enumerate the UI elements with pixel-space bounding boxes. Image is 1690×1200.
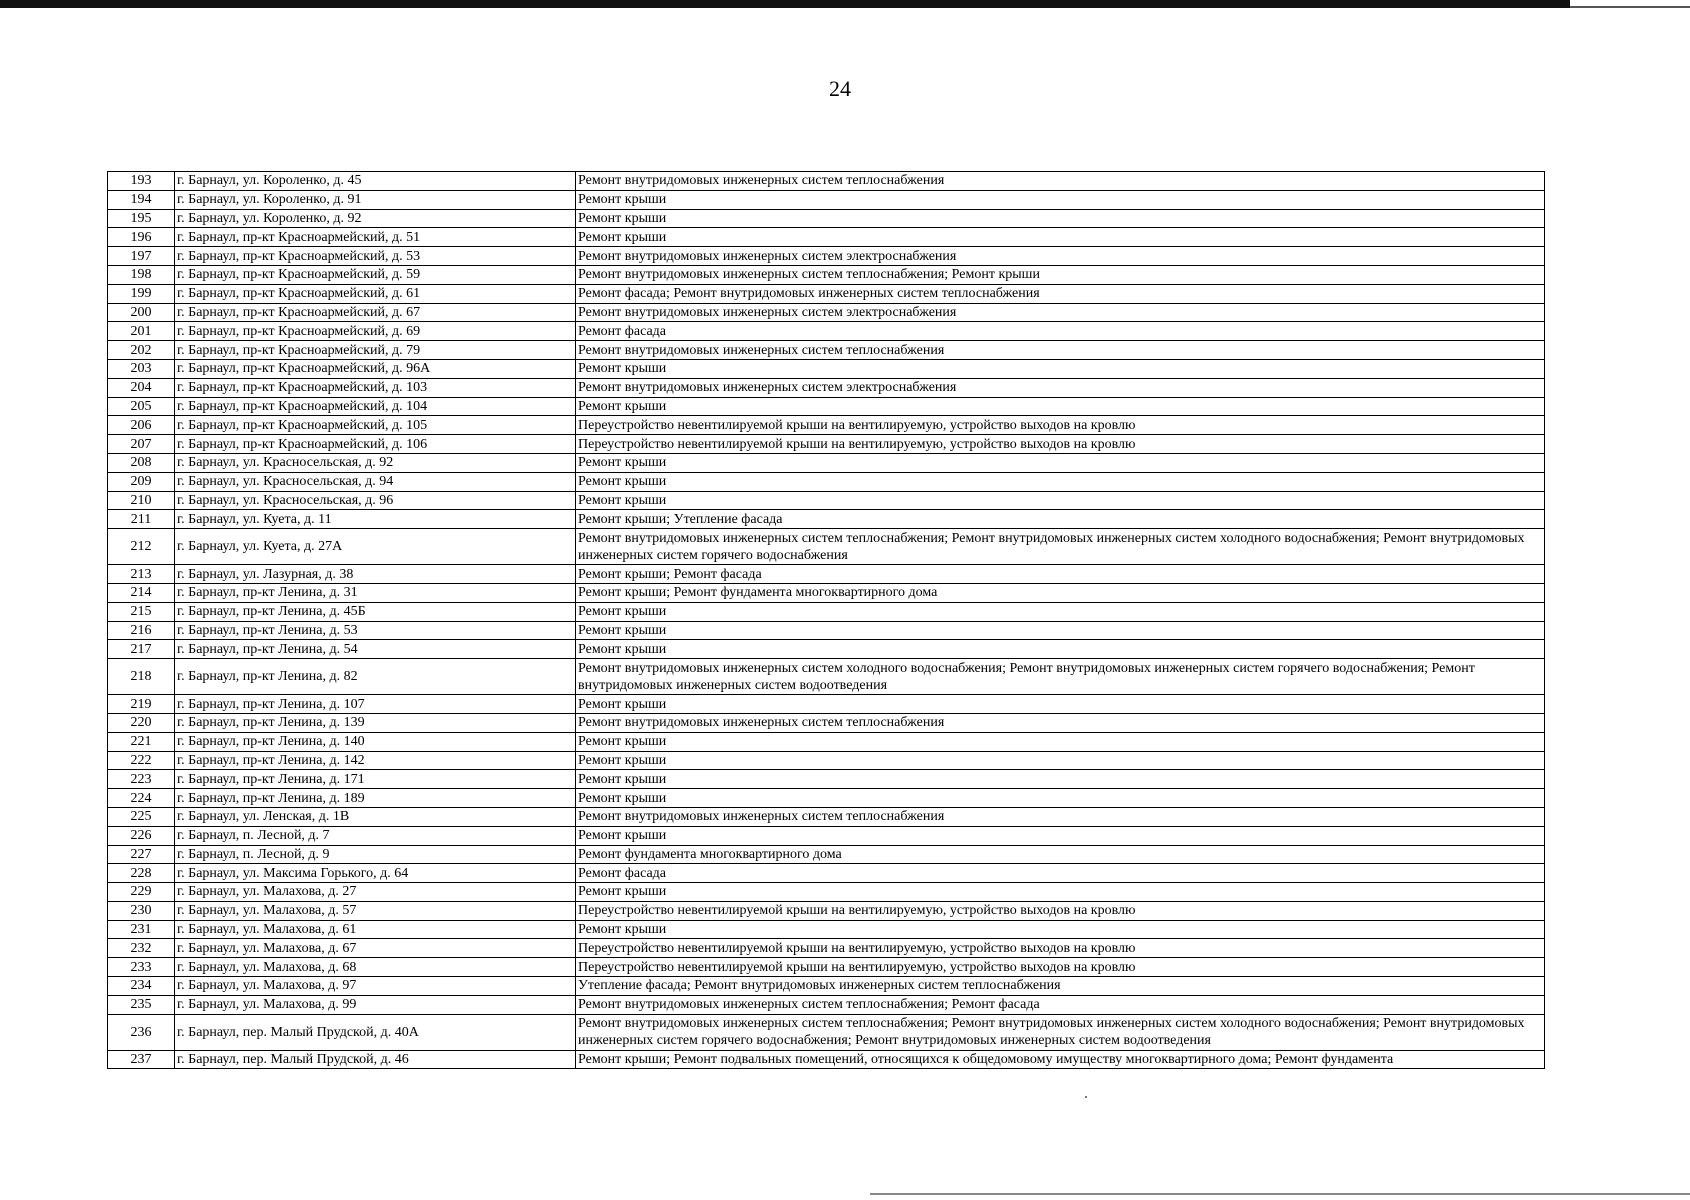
work-type-cell xyxy=(576,659,1545,695)
row-number-cell: 235 xyxy=(108,995,175,1014)
work-type-text: Ремонт внутридомовых инженерных систем теплоснабжения xyxy=(578,342,945,358)
work-type-cell xyxy=(576,807,1545,826)
work-type-cell xyxy=(576,228,1545,247)
work-type-cell xyxy=(576,640,1545,659)
work-type-text: Ремонт крыши xyxy=(578,734,667,750)
work-type-text: Ремонт крыши xyxy=(578,210,667,226)
row-number-cell: 204 xyxy=(108,378,175,397)
row-number-cell: 225 xyxy=(108,807,175,826)
address-cell: г. Барнаул, пр-кт Красноармейский, д. 59 xyxy=(175,265,576,284)
work-type-cell xyxy=(576,826,1545,845)
row-number-cell: 236 xyxy=(108,1014,175,1050)
work-type-text: Ремонт крыши; Утепление фасада xyxy=(578,511,783,527)
work-type-text: Ремонт крыши xyxy=(578,398,667,414)
work-type-text: Ремонт крыши xyxy=(578,641,667,657)
work-type-cell xyxy=(576,247,1545,266)
address-cell: г. Барнаул, пр-кт Ленина, д. 142 xyxy=(175,751,576,770)
work-type-cell xyxy=(576,939,1545,958)
work-type-cell xyxy=(576,416,1545,435)
work-type-text: Ремонт крыши xyxy=(578,455,667,471)
address-cell: г. Барнаул, ул. Короленко, д. 92 xyxy=(175,209,576,228)
address-cell: г. Барнаул, пр-кт Ленина, д. 140 xyxy=(175,732,576,751)
row-number-cell: 195 xyxy=(108,209,175,228)
address-cell: г. Барнаул, ул. Короленко, д. 45 xyxy=(175,172,576,191)
work-type-cell xyxy=(576,341,1545,360)
address-cell: г. Барнаул, ул. Красносельская, д. 94 xyxy=(175,472,576,491)
work-type-cell xyxy=(576,209,1545,228)
work-type-cell xyxy=(576,491,1545,510)
work-type-cell xyxy=(576,883,1545,902)
table-row xyxy=(108,303,1545,322)
work-type-text: Ремонт крыши xyxy=(578,771,667,787)
row-number-cell: 231 xyxy=(108,920,175,939)
row-number-cell: 232 xyxy=(108,939,175,958)
work-type-text: Ремонт крыши xyxy=(578,604,667,620)
address-cell: г. Барнаул, ул. Красносельская, д. 92 xyxy=(175,453,576,472)
work-type-cell xyxy=(576,732,1545,751)
work-type-text: Ремонт фасада; Ремонт внутридомовых инженерных систем теплоснабжения xyxy=(578,286,1040,302)
work-type-cell xyxy=(576,789,1545,808)
row-number-cell: 227 xyxy=(108,845,175,864)
address-cell: г. Барнаул, п. Лесной, д. 7 xyxy=(175,826,576,845)
work-type-cell xyxy=(576,958,1545,977)
address-cell: г. Барнаул, пр-кт Красноармейский, д. 61 xyxy=(175,284,576,303)
row-number-cell: 206 xyxy=(108,416,175,435)
address-cell: г. Барнаул, ул. Ленская, д. 1В xyxy=(175,807,576,826)
work-type-cell xyxy=(576,510,1545,529)
row-number-cell: 211 xyxy=(108,510,175,529)
address-cell: г. Барнаул, пр-кт Ленина, д. 31 xyxy=(175,583,576,602)
row-number-cell: 237 xyxy=(108,1050,175,1069)
address-cell: г. Барнаул, ул. Максима Горького, д. 64 xyxy=(175,864,576,883)
table-row xyxy=(108,939,1545,958)
work-type-cell xyxy=(576,920,1545,939)
address-cell: г. Барнаул, пр-кт Ленина, д. 189 xyxy=(175,789,576,808)
work-type-text: Ремонт крыши xyxy=(578,492,667,508)
address-cell: г. Барнаул, ул. Малахова, д. 68 xyxy=(175,958,576,977)
work-type-cell xyxy=(576,770,1545,789)
row-number-cell: 202 xyxy=(108,341,175,360)
row-number-cell: 199 xyxy=(108,284,175,303)
work-type-cell xyxy=(576,1050,1545,1069)
address-cell: г. Барнаул, пр-кт Ленина, д. 107 xyxy=(175,695,576,714)
work-type-text: Ремонт крыши xyxy=(578,752,667,768)
works-table-body xyxy=(108,172,1545,1069)
work-type-text: Ремонт крыши xyxy=(578,229,667,245)
row-number-cell: 208 xyxy=(108,453,175,472)
address-cell: г. Барнаул, пр-кт Ленина, д. 54 xyxy=(175,640,576,659)
address-cell: г. Барнаул, пр-кт Ленина, д. 139 xyxy=(175,713,576,732)
row-number-cell: 217 xyxy=(108,640,175,659)
table-row xyxy=(108,397,1545,416)
table-row xyxy=(108,1014,1545,1050)
row-number-cell: 212 xyxy=(108,529,175,565)
work-type-text: Переустройство невентилируемой крыши на вентилируемую, устройство выходов на кровлю xyxy=(578,940,1136,956)
work-type-text: Ремонт внутридомовых инженерных систем теплоснабжения; Ремонт фасада xyxy=(578,997,1040,1013)
work-type-text: Ремонт крыши xyxy=(578,884,667,900)
work-type-text: Ремонт внутридомовых инженерных систем теплоснабжения; Ремонт крыши xyxy=(578,267,1040,283)
address-cell: г. Барнаул, ул. Короленко, д. 91 xyxy=(175,190,576,209)
address-cell: г. Барнаул, пр-кт Ленина, д. 53 xyxy=(175,621,576,640)
work-type-cell xyxy=(576,602,1545,621)
work-type-text: Ремонт внутридомовых инженерных систем теплоснабжения xyxy=(578,173,945,189)
table-row xyxy=(108,864,1545,883)
address-cell: г. Барнаул, пр-кт Ленина, д. 171 xyxy=(175,770,576,789)
row-number-cell: 224 xyxy=(108,789,175,808)
address-cell: г. Барнаул, пр-кт Ленина, д. 45Б xyxy=(175,602,576,621)
table-row xyxy=(108,977,1545,996)
address-cell: г. Барнаул, ул. Малахова, д. 61 xyxy=(175,920,576,939)
table-row xyxy=(108,491,1545,510)
row-number-cell: 203 xyxy=(108,359,175,378)
row-number-cell: 207 xyxy=(108,435,175,454)
address-cell: г. Барнаул, пр-кт Красноармейский, д. 67 xyxy=(175,303,576,322)
address-cell: г. Барнаул, пер. Малый Прудской, д. 46 xyxy=(175,1050,576,1069)
work-type-text: Ремонт крыши xyxy=(578,361,667,377)
bottom-scan-border xyxy=(870,1193,1690,1195)
work-type-text: Переустройство невентилируемой крыши на вентилируемую, устройство выходов на кровлю xyxy=(578,417,1136,433)
address-cell: г. Барнаул, п. Лесной, д. 9 xyxy=(175,845,576,864)
work-type-cell xyxy=(576,529,1545,565)
work-type-text: Ремонт внутридомовых инженерных систем электроснабжения xyxy=(578,304,957,320)
work-type-cell xyxy=(576,284,1545,303)
row-number-cell: 222 xyxy=(108,751,175,770)
address-cell: г. Барнаул, ул. Малахова, д. 99 xyxy=(175,995,576,1014)
work-type-text: Ремонт крыши xyxy=(578,696,667,712)
table-row xyxy=(108,659,1545,695)
work-type-text: Ремонт фасада xyxy=(578,865,667,881)
table-row xyxy=(108,265,1545,284)
row-number-cell: 229 xyxy=(108,883,175,902)
table-row xyxy=(108,247,1545,266)
work-type-cell xyxy=(576,583,1545,602)
page-number: 24 xyxy=(829,76,851,101)
work-type-cell xyxy=(576,995,1545,1014)
address-cell: г. Барнаул, пр-кт Красноармейский, д. 106 xyxy=(175,435,576,454)
table-row xyxy=(108,322,1545,341)
work-type-text: Ремонт внутридомовых инженерных систем теплоснабжения xyxy=(578,715,945,731)
work-type-cell xyxy=(576,565,1545,584)
address-cell: г. Барнаул, пр-кт Красноармейский, д. 79 xyxy=(175,341,576,360)
row-number-cell: 230 xyxy=(108,901,175,920)
row-number-cell: 234 xyxy=(108,977,175,996)
row-number-cell: 215 xyxy=(108,602,175,621)
row-number-cell: 194 xyxy=(108,190,175,209)
row-number-cell: 218 xyxy=(108,659,175,695)
address-cell: г. Барнаул, ул. Куета, д. 11 xyxy=(175,510,576,529)
address-cell: г. Барнаул, ул. Малахова, д. 67 xyxy=(175,939,576,958)
row-number-cell: 233 xyxy=(108,958,175,977)
table-row xyxy=(108,341,1545,360)
work-type-cell xyxy=(576,845,1545,864)
table-row xyxy=(108,995,1545,1014)
table-row xyxy=(108,732,1545,751)
table-row xyxy=(108,209,1545,228)
table-row xyxy=(108,640,1545,659)
table-row xyxy=(108,435,1545,454)
work-type-cell xyxy=(576,621,1545,640)
row-number-cell: 197 xyxy=(108,247,175,266)
row-number-cell: 226 xyxy=(108,826,175,845)
table-row xyxy=(108,529,1545,565)
row-number-cell: 228 xyxy=(108,864,175,883)
work-type-text: Ремонт внутридомовых инженерных систем теплоснабжения; Ремонт внутридомовых инженерных систем холодного водоснабжения; Ремонт внутридомовых инженерных систем горячего водоснабжения; Ремонт внутридомовых инженерных систем водоотведения xyxy=(578,1016,1525,1049)
row-number-cell: 198 xyxy=(108,265,175,284)
table-row xyxy=(108,845,1545,864)
work-type-cell xyxy=(576,751,1545,770)
top-scan-border xyxy=(0,0,1570,8)
table-row xyxy=(108,958,1545,977)
table-row xyxy=(108,920,1545,939)
works-table-container xyxy=(107,171,1545,1069)
work-type-text: Ремонт крыши xyxy=(578,828,667,844)
table-row xyxy=(108,172,1545,191)
work-type-text: Ремонт крыши; Ремонт подвальных помещений, относящихся к общедомовому имуществу многоквартирного дома; Ремонт фундамента xyxy=(578,1052,1394,1068)
row-number-cell: 201 xyxy=(108,322,175,341)
address-cell: г. Барнаул, ул. Малахова, д. 27 xyxy=(175,883,576,902)
work-type-cell xyxy=(576,322,1545,341)
address-cell: г. Барнаул, ул. Малахова, д. 97 xyxy=(175,977,576,996)
row-number-cell: 214 xyxy=(108,583,175,602)
table-row xyxy=(108,416,1545,435)
table-row xyxy=(108,1050,1545,1069)
table-row xyxy=(108,713,1545,732)
table-row xyxy=(108,378,1545,397)
work-type-cell xyxy=(576,713,1545,732)
work-type-text: Ремонт внутридомовых инженерных систем холодного водоснабжения; Ремонт внутридомовых инженерных систем горячего водоснабжения; Ремонт внутридомовых инженерных систем водоотведения xyxy=(578,660,1475,693)
work-type-cell xyxy=(576,378,1545,397)
work-type-cell xyxy=(576,303,1545,322)
work-type-cell xyxy=(576,397,1545,416)
table-row xyxy=(108,510,1545,529)
row-number-cell: 205 xyxy=(108,397,175,416)
top-scan-border-thin xyxy=(1570,6,1690,8)
table-row xyxy=(108,883,1545,902)
work-type-text: Переустройство невентилируемой крыши на вентилируемую, устройство выходов на кровлю xyxy=(578,959,1136,975)
work-type-cell xyxy=(576,190,1545,209)
work-type-cell xyxy=(576,864,1545,883)
work-type-cell xyxy=(576,695,1545,714)
table-row xyxy=(108,583,1545,602)
table-row xyxy=(108,751,1545,770)
table-row xyxy=(108,565,1545,584)
address-cell: г. Барнаул, пр-кт Красноармейский, д. 104 xyxy=(175,397,576,416)
table-row xyxy=(108,770,1545,789)
table-row xyxy=(108,621,1545,640)
table-row xyxy=(108,901,1545,920)
row-number-cell: 221 xyxy=(108,732,175,751)
work-type-cell xyxy=(576,172,1545,191)
work-type-text: Переустройство невентилируемой крыши на вентилируемую, устройство выходов на кровлю xyxy=(578,436,1136,452)
table-row xyxy=(108,228,1545,247)
scan-speck xyxy=(1085,1096,1087,1098)
row-number-cell: 193 xyxy=(108,172,175,191)
work-type-text: Ремонт крыши; Ремонт фундамента многоквартирного дома xyxy=(578,585,938,601)
row-number-cell: 219 xyxy=(108,695,175,714)
table-row xyxy=(108,190,1545,209)
work-type-text: Ремонт фундамента многоквартирного дома xyxy=(578,846,842,862)
works-table xyxy=(107,171,1545,1069)
work-type-cell xyxy=(576,1014,1545,1050)
address-cell: г. Барнаул, пр-кт Красноармейский, д. 69 xyxy=(175,322,576,341)
row-number-cell: 196 xyxy=(108,228,175,247)
address-cell: г. Барнаул, пер. Малый Прудской, д. 40А xyxy=(175,1014,576,1050)
work-type-text: Ремонт крыши; Ремонт фасада xyxy=(578,566,762,582)
row-number-cell: 200 xyxy=(108,303,175,322)
work-type-cell xyxy=(576,901,1545,920)
table-row xyxy=(108,826,1545,845)
work-type-text: Ремонт крыши xyxy=(578,790,667,806)
work-type-text: Ремонт крыши xyxy=(578,474,667,490)
work-type-text: Ремонт внутридомовых инженерных систем теплоснабжения; Ремонт внутридомовых инженерных систем холодного водоснабжения; Ремонт внутридомовых инженерных систем горячего водоснабжения xyxy=(578,530,1525,563)
address-cell: г. Барнаул, пр-кт Красноармейский, д. 53 xyxy=(175,247,576,266)
row-number-cell: 209 xyxy=(108,472,175,491)
work-type-text: Ремонт фасада xyxy=(578,323,667,339)
row-number-cell: 220 xyxy=(108,713,175,732)
row-number-cell: 213 xyxy=(108,565,175,584)
row-number-cell: 223 xyxy=(108,770,175,789)
work-type-cell xyxy=(576,977,1545,996)
table-row xyxy=(108,695,1545,714)
work-type-cell xyxy=(576,435,1545,454)
table-row xyxy=(108,453,1545,472)
work-type-text: Ремонт внутридомовых инженерных систем электроснабжения xyxy=(578,380,957,396)
table-row xyxy=(108,602,1545,621)
work-type-text: Ремонт внутридомовых инженерных систем теплоснабжения xyxy=(578,809,945,825)
address-cell: г. Барнаул, пр-кт Красноармейский, д. 96А xyxy=(175,359,576,378)
work-type-text: Ремонт крыши xyxy=(578,922,667,938)
address-cell: г. Барнаул, пр-кт Красноармейский, д. 103 xyxy=(175,378,576,397)
work-type-text: Ремонт крыши xyxy=(578,192,667,208)
row-number-cell: 210 xyxy=(108,491,175,510)
work-type-text: Переустройство невентилируемой крыши на вентилируемую, устройство выходов на кровлю xyxy=(578,903,1136,919)
address-cell: г. Барнаул, ул. Малахова, д. 57 xyxy=(175,901,576,920)
table-row xyxy=(108,472,1545,491)
address-cell: г. Барнаул, ул. Лазурная, д. 38 xyxy=(175,565,576,584)
table-row xyxy=(108,284,1545,303)
address-cell: г. Барнаул, пр-кт Красноармейский, д. 51 xyxy=(175,228,576,247)
table-row xyxy=(108,789,1545,808)
row-number-cell: 216 xyxy=(108,621,175,640)
work-type-text: Утепление фасада; Ремонт внутридомовых инженерных систем теплоснабжения xyxy=(578,978,1061,994)
work-type-cell xyxy=(576,265,1545,284)
work-type-cell xyxy=(576,453,1545,472)
address-cell: г. Барнаул, ул. Куета, д. 27А xyxy=(175,529,576,565)
work-type-text: Ремонт внутридомовых инженерных систем электроснабжения xyxy=(578,248,957,264)
table-row xyxy=(108,359,1545,378)
work-type-cell xyxy=(576,472,1545,491)
work-type-text: Ремонт крыши xyxy=(578,622,667,638)
address-cell: г. Барнаул, пр-кт Красноармейский, д. 105 xyxy=(175,416,576,435)
work-type-cell xyxy=(576,359,1545,378)
address-cell: г. Барнаул, пр-кт Ленина, д. 82 xyxy=(175,659,576,695)
address-cell: г. Барнаул, ул. Красносельская, д. 96 xyxy=(175,491,576,510)
table-row xyxy=(108,807,1545,826)
